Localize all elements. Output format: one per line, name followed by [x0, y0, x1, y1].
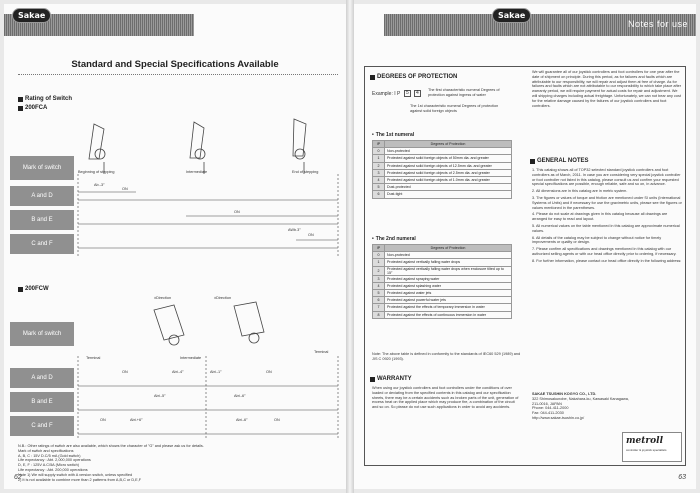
general-note-item: 8. For further information, please contact our head office directly in the following address: — [532, 258, 682, 263]
example-note-top: The first characteristic numeral Degrees of protection against ingress of water — [428, 88, 500, 97]
book-spine — [346, 0, 354, 493]
awb-angle-label: AWb.3° — [288, 228, 301, 232]
table-row: 0 Non-protected — [373, 148, 512, 155]
note-line: N.B.: Other ratings of switch are also available, which shows the character of "G" and please ask us for details. — [18, 444, 204, 448]
address-line: 322 Shimosakunobe, Nakahara-ku, Kawasaki Kanagawa, — [532, 396, 629, 401]
table-row: 2 Protected against solid foreign objects of 12.5mm dia. and greater — [373, 162, 512, 169]
table-header: Degrees of Protection — [385, 141, 512, 148]
row-label-ad: A and D — [10, 368, 74, 388]
table-row: 4 Protected against splashing water — [373, 282, 512, 289]
angle-label: Abt.-4° — [172, 370, 184, 374]
general-note-item: 1. This catalog shows all of TOP32 selected standard joystick controllers and foot controllers as of March, 2011. In case you are considering very special joystick controller or foot controller not listed in this catalog, please consult us and confirm your requested special specifications are possible, enough reliable, safe and so on, in advance. — [532, 168, 681, 187]
row-label-be: B and E — [10, 210, 74, 230]
table-row: 0 Non-protected — [373, 252, 512, 259]
mark-of-switch-label: Mark of switch — [10, 156, 74, 180]
page-number: 62 — [14, 474, 22, 481]
intermediate-label: Intermediate — [180, 356, 202, 360]
general-note-item: 6. All details of the catalog may be subject to change without notice for timely improvements or quality or design. — [532, 235, 662, 245]
general-note-item: 4. Please do not scale at drawings given in this catalog because all drawings are arranged for easy to read and layout. — [532, 212, 668, 222]
warranty-heading: WARRANTY — [370, 376, 412, 382]
brand-logo: Sakae — [492, 8, 531, 23]
fca-heading: 200FCA — [18, 105, 47, 111]
page-title: Standard and Special Specifications Available — [71, 59, 279, 70]
table-row: 1 Protected against solid foreign objects of 50mm dia. and greater — [373, 155, 512, 162]
note-line: Life expectancy : Abt. 200,000 operations — [18, 467, 88, 472]
label-intermediate: Intermediate — [186, 170, 208, 174]
on-label: ON — [266, 370, 272, 374]
address-line: SAKAE TSUSHIN KOGYO CO., LTD. — [532, 392, 597, 396]
pedal-intermediate — [190, 122, 204, 158]
on-label: ON — [234, 210, 240, 214]
x-direction-label: ±Direction — [154, 296, 172, 300]
row-label-cf: C and F — [10, 416, 74, 436]
table-row: 5 Protected against water jets — [373, 289, 512, 296]
protection-heading: DEGREES OF PROTECTION — [370, 74, 457, 80]
bullet-icon — [18, 97, 23, 102]
general-note-item: 5. All numerical values on the table mentioned in this catalog are approximate numerical values. — [532, 223, 680, 233]
row-label-cf: C and F — [10, 234, 74, 254]
general-note-item: 3. The figures or values of torque and friction are mentioned under SI units (International Systems of Units) and if necessary for use the gravimetric units, please see the figures or values mentioned in the parentheses. — [532, 195, 682, 210]
mark-of-switch-label: Mark of switch — [10, 322, 74, 346]
table-row: 3 Protected against spraying water — [373, 275, 512, 282]
on-label: ON — [122, 370, 128, 374]
warranty-text: When using our joystick controllers and foot controllers under the conditions of over loaded or deviating from the specified contents in this catalog and our specification sheets, there may be a certain accidents such as broken parts of the unit, generation of excess heat on the applied place which may produce fire, a combination of the circuit and so on. So please do not use such applications in order to avoid any accidents. — [372, 386, 519, 410]
second-numeral-table — [372, 244, 512, 319]
address-line: Fax: 044-411-2030 — [532, 411, 564, 416]
brand-text: controller & joystick specialists — [626, 448, 667, 452]
table-row: 4 Protected against solid foreign objects of 1.0mm dia. and greater — [373, 176, 512, 183]
table-header: IP — [373, 245, 385, 252]
address-block — [532, 392, 682, 421]
bullet-icon — [370, 75, 375, 80]
table-row: 2 Protected against vertically falling water drops when enclosure tilted up to 15° — [373, 266, 512, 275]
note-line: D, E, F : 125V A.C/5A (Micro switch) — [18, 463, 79, 468]
general-notes — [532, 168, 682, 264]
general-note-item: 2. All dimensions are in this catalog are in metric system. — [532, 189, 628, 194]
table-header: Degrees of Protection — [385, 245, 512, 252]
address-line: http://www.sakae-tsushin.co.jp/ — [532, 415, 585, 420]
note-line: A, B, C : 15V D.C/5 mA (Gold switch) — [18, 453, 81, 458]
angle-label: Abt.-1° — [210, 370, 222, 374]
angle-label: Abt.-6° — [234, 394, 246, 398]
bullet-icon — [18, 287, 23, 292]
note-line: Note 1) We will supply switch with A version switch, unless specified — [18, 472, 133, 477]
brand-logo: Sakae — [12, 8, 51, 23]
fcw-pedal-diagram — [114, 300, 314, 350]
note-line: Life expectancy : Abt. 2,000,000 operations — [18, 458, 91, 463]
terminal-left-label: Terminal — [86, 356, 101, 360]
table-row: 3 Protected against solid foreign objects of 2.5mm dia. and greater — [373, 169, 512, 176]
right-page — [354, 4, 696, 489]
rating-heading: Rating of Switch — [18, 96, 72, 102]
y-direction-label: ±Direction — [214, 296, 232, 300]
fca-timing-chart — [76, 174, 342, 258]
example-note-bottom: The 1st characteristic numeral Degrees of protection against solid foreign objects — [410, 104, 499, 113]
table-header: IP — [373, 141, 385, 148]
row-label-ad: A and D — [10, 186, 74, 206]
on-label: ON — [122, 187, 128, 191]
left-page — [4, 4, 346, 489]
general-note-item: 7. Please confirm all specifications and drawings mentioned in this catalog with our authorized selling agents or with our head office directly prior to ordering, if necessary. — [532, 247, 677, 256]
table-row: 7 Protected against the effects of temporary immersion in water — [373, 304, 512, 311]
on-label: ON — [100, 418, 106, 422]
angle-label: Abt.-6° — [236, 418, 248, 422]
guarantee-text: We will guarantee all of our joystick controllers and foot controllers for one year after the date of shipment on principle. During this period, as for failures and faults which are attributable to our responsibility, we will repair and adjust them at free of charge. As for failures and faults which are not attributable to our responsibility to which take place after warranty period, we will require payment for actual costs for repair and adjustment. We will shipping charges including actual freightage. Unfortunately, we can not bear any cost for the relative damage caused by the failures of our joystick controllers and foot controllers. — [532, 70, 682, 108]
angle-label: Abt.+6° — [130, 418, 143, 422]
bullet-icon — [530, 159, 535, 164]
note-line: 2) It is not available to combine more than 2 patterns from A,B,C or D,E,F — [18, 477, 142, 482]
note-line: Mark of switch and specifications — [18, 448, 74, 453]
pedal-begin — [89, 124, 104, 159]
first-numeral-table — [372, 140, 512, 199]
brand-name: metroll — [626, 436, 663, 446]
table-row: 8 Protected against the effects of continuous immersion in water — [373, 311, 512, 318]
address-line: Phone: 044-411-2000 — [532, 406, 569, 411]
address-line: 211-0016, JAPAN — [532, 401, 562, 406]
table-note: Note: The above table is defined in conformity to the standards of IEC60 529 (1989) and JIS C 0920 (1993). — [372, 352, 521, 361]
example-label: Example: I P — [372, 91, 401, 97]
row-label-be: B and E — [10, 392, 74, 412]
ab-angle-label: Ab.-3° — [94, 183, 105, 187]
band-title: Notes for use — [627, 19, 688, 29]
table-row: 6 Protected against powerful water jets — [373, 297, 512, 304]
on-label: ON — [308, 233, 314, 237]
label-end: End of stepping — [292, 170, 319, 174]
example-digit: 5 — [406, 90, 409, 96]
notes-block — [18, 444, 338, 482]
page-number: 63 — [678, 474, 686, 481]
table-row: 1 Protected against vertically falling water drops — [373, 259, 512, 266]
bullet-icon — [370, 377, 375, 382]
general-notes-heading: GENERAL NOTES — [530, 158, 589, 164]
second-numeral-heading: • The 2nd numeral — [372, 236, 416, 242]
on-label: ON — [274, 418, 280, 422]
fcw-heading: 200FCW — [18, 286, 49, 292]
title-divider — [18, 74, 338, 75]
table-row: 5 Dust-protected — [373, 184, 512, 191]
table-row: 6 Dust-tight — [373, 191, 512, 198]
terminal-right-label: Terminal — [314, 350, 329, 354]
label-beginning: Beginning of stepping — [78, 170, 115, 174]
fcw-timing-chart — [76, 356, 342, 440]
bullet-icon — [18, 106, 23, 111]
angle-label: Abt.-5° — [154, 394, 166, 398]
example-digit: 4 — [416, 90, 419, 96]
first-numeral-heading: • The 1st numeral — [372, 132, 415, 138]
